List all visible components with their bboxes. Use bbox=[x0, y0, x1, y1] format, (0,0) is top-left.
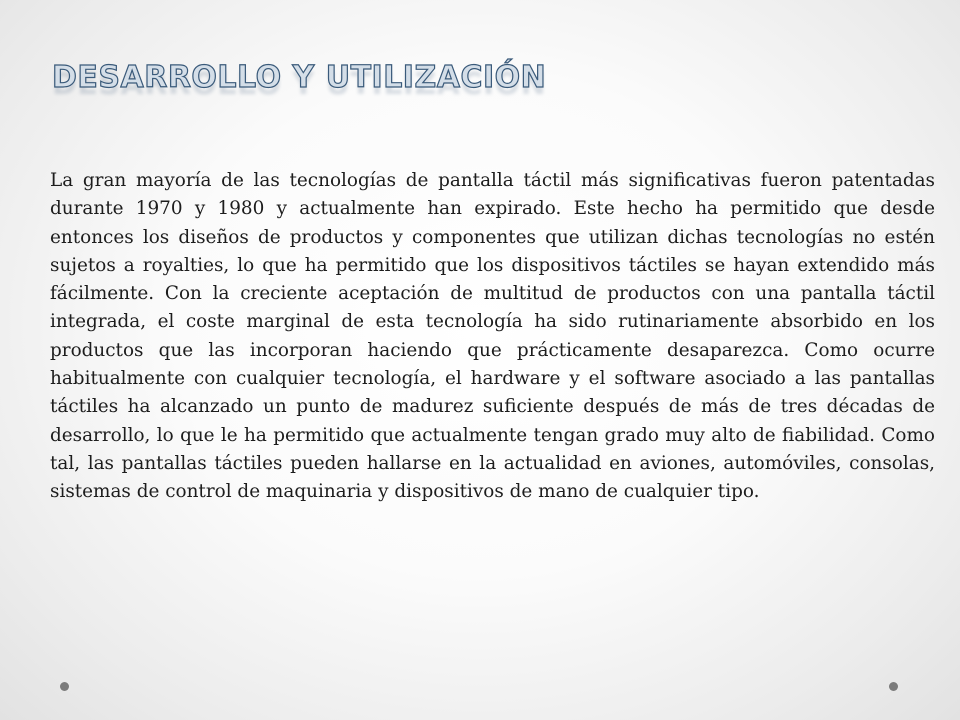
decorative-dot-left bbox=[60, 682, 69, 691]
slide-body-text: La gran mayoría de las tecnologías de pantalla táctil más significativas fueron patentadas durante 1970 y 1980 y actualmente han expirado. Este hecho ha permitido que desde entonces los diseños de productos y componentes que utilizan dichas tecnologías no estén sujetos a royalties, lo que ha permitido que los dispositivos táctiles se hayan extendido más fácilmente. Con la creciente aceptación de multitud de productos con una pantalla táctil integrada, el coste marginal de esta tecnología ha sido rutinariamente absorbido en los productos que las incorporan haciendo que prácticamente desaparezca. Como ocurre habitualmente con cualquier tecnología, el hardware y el software asociado a las pantallas táctiles ha alcanzado un punto de madurez suficiente después de más de tres décadas de desarrollo, lo que le ha permitido que actualmente tengan grado muy alto de fiabilidad. Como tal, las pantallas táctiles pueden hallarse en la actualidad en aviones, automóviles, consolas, sistemas de control de maquinaria y dispositivos de mano de cualquier tipo. bbox=[50, 170, 935, 503]
slide-title: DESARROLLO Y UTILIZACIÓN bbox=[52, 60, 547, 95]
decorative-dot-right bbox=[889, 682, 898, 691]
